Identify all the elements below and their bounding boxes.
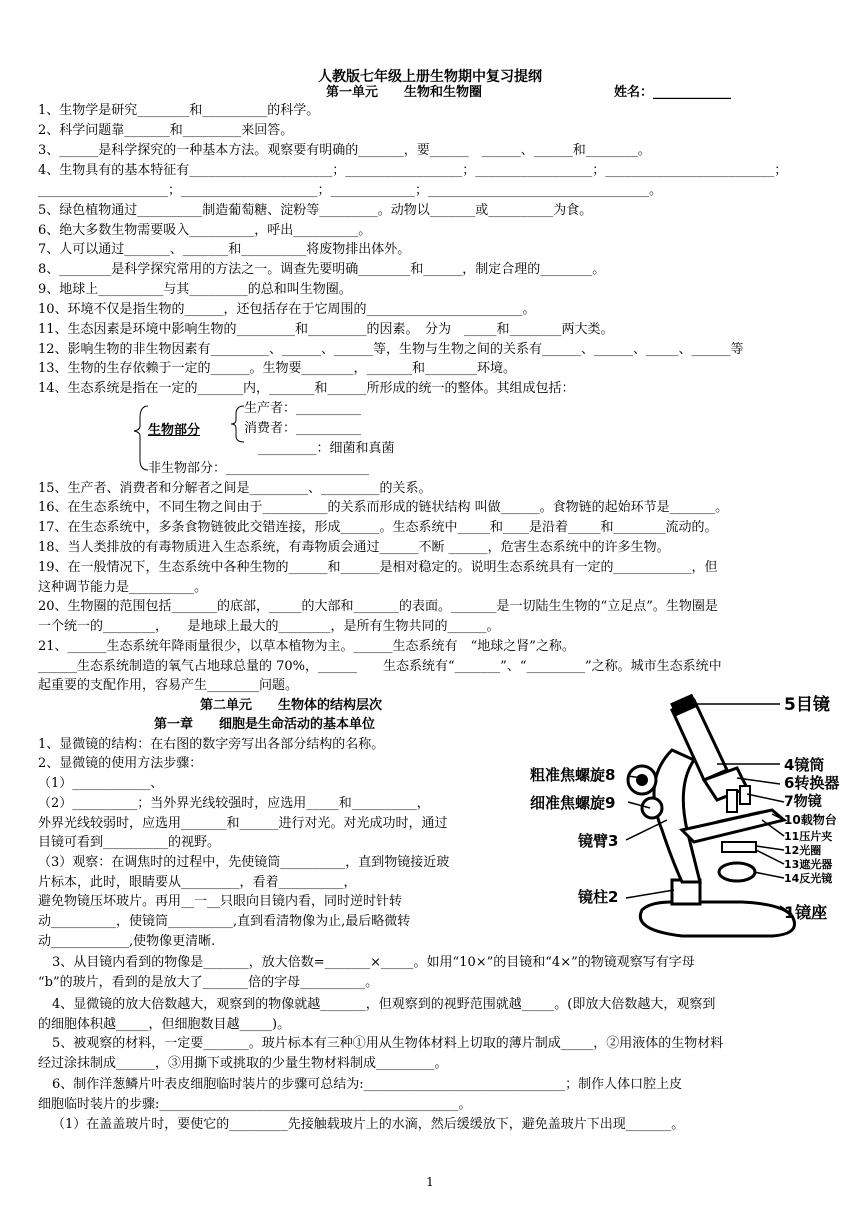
question-19: 19、在一般情况下，生态系统中各种生物的______和______是相对稳定的。说明生态系统具有一定的____________，但 [38, 560, 718, 575]
u2-step-3-cont: 片标本，此时，眼睛要从_________，看着__________， [38, 875, 357, 890]
question-7: 7、人可以通过_______、_______和__________将废物排出体外。 [38, 242, 411, 257]
u2-step-2-cont: 外界光线较弱时，应选用_______和______进行对光。对光成功时，通过 [38, 816, 448, 831]
label-tube: 4镜筒 [784, 756, 825, 774]
label-eyepiece: 5目镜 [784, 695, 830, 715]
label-diaphragm: 13遮光器 [784, 858, 833, 871]
question-8: 8、________是科学探究常用的方法之一。调查先要明确________和______，制定合理的________。 [38, 262, 606, 277]
u2-question-4: 4、显微镜的放大倍数越大，观察到的物像就越_______，但观察到的视野范围就越_____。(即放大倍数越大，观察到 [52, 997, 716, 1012]
label-clip: 11压片夹 [784, 830, 833, 843]
question-3: 3、______是科学探究的一种基本方法。观察要有明确的_______，要______ ______、______和________。 [38, 143, 651, 158]
label-mirror: 14反光镜 [784, 872, 833, 885]
u2-step-2: （2）__________；当外界光线较强时，应选用_____和__________， [38, 796, 430, 811]
u2-question-6: 6、制作洋葱鳞片叶表皮细胞临时装片的步骤可总结为:_______________________________；制作人体口腔上皮 [52, 1077, 683, 1092]
page-title: 人教版七年级上册生物期中复习提纲 [318, 69, 542, 85]
u2-question-4-cont: 的细胞体积越_____，但细胞数目越_____)。 [38, 1017, 291, 1032]
biotic-part-label: 生物部分 [148, 423, 201, 438]
question-4: 4、生物具有的基本特征有______________________；__________________；__________________；__________________________； [38, 163, 788, 178]
question-17: 17、在生态系统中，多条食物链彼此交错连接，形成______。生态系统中_____和____是沿着_____和________流动的。 [38, 520, 718, 535]
question-12: 12、影响生物的非生物因素有_________、______、______等，生物与生物之间的关系有______、______、_____、______等 [38, 342, 744, 357]
label-objective: 7物镜 [784, 794, 822, 810]
question-2: 2、科学问题靠_______和_________来回答。 [38, 123, 294, 138]
producer-line: 生产者：__________ [244, 401, 362, 416]
unit1-heading: 第一单元 生物和生物圈 [326, 85, 483, 100]
question-6: 6、绝大多数生物需要吸入__________，呼出__________。 [38, 223, 372, 238]
label-converter: 6转换器 [784, 774, 840, 792]
label-aperture: 12光圈 [784, 844, 822, 857]
consumer-line: 消费者：__________ [244, 421, 362, 436]
u2-question-5-cont: 经过涂抹制成______，③用撕下或挑取的少量生物材料制成_________。 [38, 1056, 448, 1071]
question-5: 5、绿色植物通过__________制造葡萄糖、淀粉等_________。动物以_______或__________为食。 [38, 203, 593, 218]
question-13: 13、生物的生存依赖于一定的______。生物要________，_______和________环境。 [38, 361, 517, 376]
u2-step-3-end: 动____________,使物像更清晰. [38, 934, 216, 949]
question-16: 16、在生态系统中，不同生物之间由于__________的关系而形成的链状结构 叫做______。食物链的起始环节是_______。 [38, 500, 729, 515]
question-20-cont: 一个统一的________， 是地球上最大的________，是所有生物共同的______。 [38, 619, 500, 634]
question-10: 10、环境不仅是指生物的______，还包括存在于它周围的________________________。 [38, 302, 536, 317]
u2-question-3: 3、从目镜内看到的物像是_______，放大倍数=_______×_____。如用“10×”的目镜和“4×”的物镜观察写有字母 [52, 955, 695, 970]
microscope-diagram [522, 690, 858, 945]
name-field[interactable]: 姓名：____________ [614, 85, 732, 100]
u2-question-5: 5、被观察的材料，一定要_______。玻片标本有三种①用从生物体材料上切取的薄片制成_____，②用液体的生物材料 [52, 1036, 724, 1051]
u2-step-3-cont2: 避免物镜压坏玻片。再用__一__只眼向目镜内看，同时逆时针转 [38, 894, 403, 909]
question-15: 15、生产者、消费者和分解者之间是_________、_________的关系。 [38, 481, 432, 496]
chapter1-heading: 第一章 细胞是生命活动的基本单位 [154, 717, 376, 732]
page-number: 1 [426, 1175, 434, 1189]
question-19-cont: 这种调节能力是__________。 [38, 580, 208, 595]
label-arm: 镜臂3 [578, 832, 619, 850]
question-21: 21、______生态系统年降雨量很少，以草本植物为主。______生态系统有 “地球之肾”之称。 [38, 639, 575, 654]
question-4-cont: ____________________；_____________________；_____________；__________________________________。 [38, 183, 662, 198]
question-21-cont: ______生态系统制造的氧气占地球总量的 70%，______ 生态系统有“_______”、“_________”之称。城市生态系统中 [38, 659, 722, 674]
u2-question-6-step1: （1）在盖盖玻片时，要使它的_________先接触载玻片上的水滴，然后缓缓放下，避免盖玻片下出现_______。 [52, 1117, 685, 1132]
question-14: 14、生态系统是指在一定的_______内，_______和______所形成的统一的整体。其组成包括： [38, 381, 575, 396]
label-pillar: 镜柱2 [578, 888, 619, 906]
abiotic-part-line: 非生物部分：______________________ [148, 461, 370, 476]
unit2-heading: 第二单元 生物体的结构层次 [200, 698, 383, 713]
label-base: 1镜座 [784, 903, 828, 922]
question-20: 20、生物圈的范围包括_______的底部，_____的大部和_______的表面。_______是一切陆生生物的“立足点”。生物圈是 [38, 599, 718, 614]
u2-question-1: 1、显微镜的结构：在右图的数字旁写出各部分结构的名称。 [38, 737, 385, 752]
label-coarse-focus: 粗准焦螺旋8 [530, 766, 616, 784]
question-21-end: 起重要的支配作用，容易产生________问题。 [38, 678, 299, 693]
label-fine-focus: 细准焦螺旋9 [530, 794, 616, 812]
decomposer-line: _________：细菌和真菌 [258, 441, 395, 456]
question-1: 1、生物学是研究________和__________的科学。 [38, 103, 320, 118]
question-18: 18、当人类排放的有毒物质进入生态系统，有毒物质会通过______不断 ______，危害生态系统中的许多生物。 [38, 540, 670, 555]
u2-step-2-end: 目镜可看到__________的视野。 [38, 835, 221, 850]
label-stage: 10载物台 [784, 813, 837, 827]
u2-question-3-cont: “b”的玻片，看到的是放大了_______倍的字母__________。 [38, 975, 379, 990]
u2-question-2: 2、显微镜的使用方法步骤： [38, 756, 203, 771]
u2-step-3: （3）观察：在调焦时的过程中，先使镜筒__________，直到物镜接近玻 [38, 855, 450, 870]
u2-step-1: （1）____________、 [38, 776, 164, 791]
u2-step-3-cont3: 动__________，使镜筒__________,直到看清物像为止,最后略微转 [38, 914, 411, 929]
question-11: 11、生态因素是环境中影响生物的_________和_________的因素。 分为 _____和________两大类。 [38, 322, 614, 337]
u2-question-6-cont: 细胞临时装片的步骤:______________________________________________。 [38, 1097, 472, 1112]
question-9: 9、地球上__________与其_________的总和叫生物圈。 [38, 282, 352, 297]
